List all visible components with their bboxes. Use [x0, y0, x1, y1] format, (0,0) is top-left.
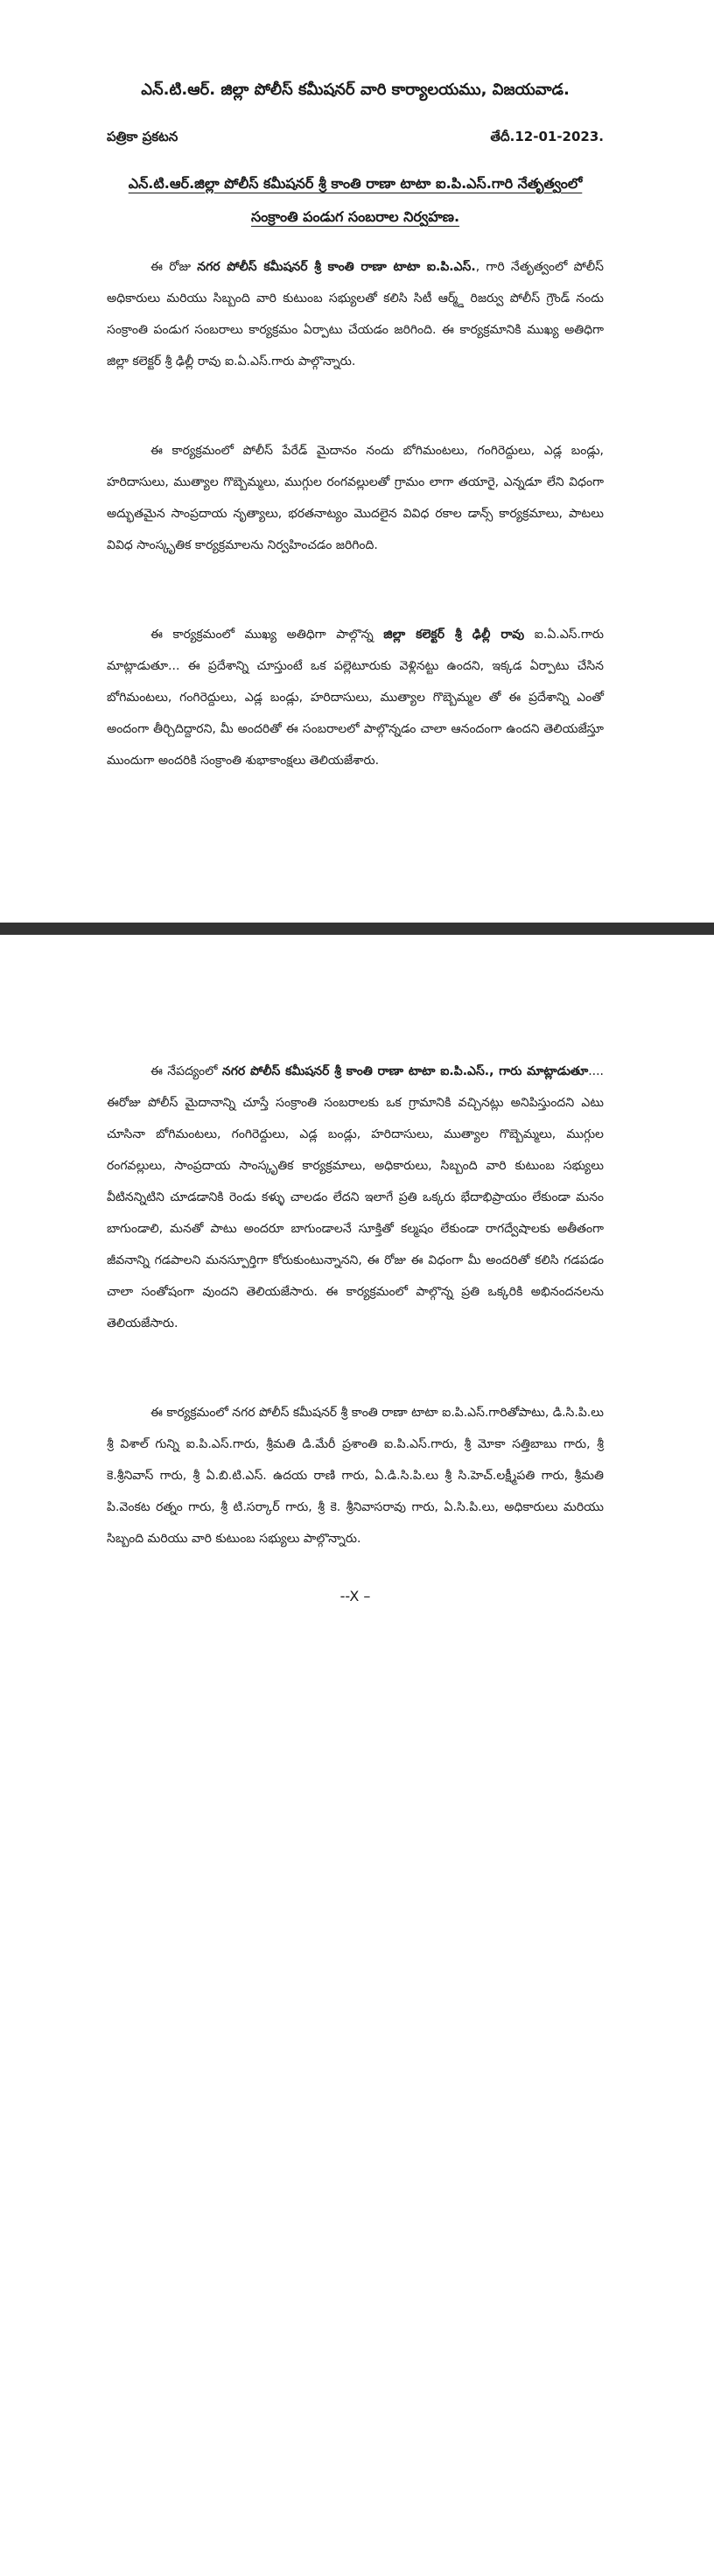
- headline-line-1: ఎన్.టి.ఆర్.జిల్లా పోలీస్ కమీషనర్ శ్రీ కాంతి రాణా టాటా ఐ.పి.ఎస్.గారి నేతృత్వంలో: [128, 175, 583, 192]
- page-two: [0, 935, 714, 2576]
- meta-row: [107, 129, 604, 148]
- paragraph-3-lead: ఈ కార్యక్రమంలో ముఖ్య అతిధిగా పాల్గొన్న: [150, 628, 384, 642]
- release-date: తేదీ.12-01-2023.: [490, 129, 604, 144]
- page-divider: [0, 923, 714, 935]
- paragraph-5: ఈ కార్యక్రమంలో నగర పోలీస్ కమీషనర్ శ్రీ కాంతి రాణా టాటా ఐ.పి.ఎస్.గారితోపాటు, డి.సి.పి.లు శ్రీ విశాల్ గున్ని ఐ.పి.ఎస్.గారు, శ్రీమతి డి.మేరీ ప్రశాంతి ఐ.పి.ఎస్.గారు, శ్రీ మోకా సత్తిబాబు గారు, శ్రీ కె.శ్రీనివాస్ గారు, శ్రీ ఏ.బి.టి.ఎస్. ఉదయ రాణి గారు, ఏ.డి.సి.పి.లు శ్రీ సి.హెచ్.లక్ష్మీపతి గారు, శ్రీమతి పి.వెంకట రత్నం గారు, శ్రీ టి.సర్కార్ గారు, శ్రీ కె. శ్రీనివాసరావు గారు, ఏ.సి.పి.లు, అధికారులు మరియు సిబ్బంది మరియు వారి కుటుంబ సభ్యులు పాల్గొన్నారు.: [107, 1406, 604, 1546]
- paragraph-3-collector: జిల్లా కలెక్టర్ శ్రీ ఢిల్లీ రావు: [383, 628, 525, 642]
- paragraph-1: [107, 251, 604, 377]
- paragraph-4: [107, 935, 604, 1339]
- paragraph-2: ఈ కార్యక్రమంలో పోలీస్ పేరేడ్ మైదానం నందు బోగిమంటలు, గంగిరెద్దులు, ఎడ్ల బండ్లు, హరిదాసులు, ముత్యాల గొబ్బెమ్మలు, ముగ్గుల రంగవల్లులతో గ్రామం లాగా తయారై, ఎన్నడూ లేని విధంగా అద్భుతమైన సాంప్రదాయ నృత్యాలు, భరతనాట్యం మొదలైన వివిధ రకాల డాన్స్ కార్యక్రమాలు, పాటలు వివిధ సాంస్కృతిక కార్యక్రమాలను నిర్వహించడం జరిగింది.: [107, 444, 604, 552]
- paragraph-4-commissioner: నగర పోలీస్ కమీషనర్ శ్రీ కాంతి రాణా టాటా ఐ.పి.ఎస్., గారు మాట్లాడుతూ: [221, 1064, 589, 1078]
- end-mark: --X –: [340, 1588, 371, 1604]
- headline-line-2: సంక్రాంతి పండుగ సంబరాల నిర్వహణ.: [250, 208, 460, 225]
- paragraph-3: [107, 619, 604, 776]
- paragraph-4-lead: ఈ నేపద్యంలో: [150, 1064, 222, 1078]
- paragraph-3-body: ఐ.ఏ.ఎస్.గారు మాట్లాడుతూ... ఈ ప్రదేశాన్ని చూస్తుంటే ఒక పల్లెటూరుకు వెళ్లినట్టు ఉందని, ఇక్కడ ఏర్పాటు చేసిన బోగిమంటలు, గంగిరెద్దులు, ఎడ్ల బండ్లు, హరిదాసులు, ముత్యాల గొబ్బెమ్మల తో ఈ ప్రదేశాన్ని ఎంతో అందంగా తీర్చిదిద్దారని, మీ అందరితో ఈ సంబరాలలో పాల్గొన్నడం చాలా ఆనందంగా ఉందని తెలియజేస్తూ ముందుగా అందరికి సంక్రాంతి శుభాకాంక్షలు తెలియజేశారు.: [107, 628, 604, 768]
- page-one: [0, 0, 714, 923]
- paragraph-1-commissioner: నగర పోలీస్ కమీషనర్ శ్రీ కాంతి రాణా టాటా ఐ.పి.ఎస్.: [197, 260, 476, 274]
- office-title: ఎన్.టి.ఆర్. జిల్లా పోలీస్ కమీషనర్ వారి కార్యాలయము, విజయవాడ.: [141, 81, 570, 99]
- paragraph-1-lead: ఈ రోజు: [150, 260, 198, 274]
- press-release-label: పత్రికా ప్రకటన: [107, 129, 178, 144]
- paragraph-1-body: , గారి నేతృత్వంలో పోలీస్ అధికారులు మరియు సిబ్బంది వారి కుటుంబ సభ్యులతో కలిసి సిటీ ఆర్మ్డ్ రిజర్వు పోలీస్ గ్రౌండ్ నందు సంక్రాంతి పండుగ సంబరాలు కార్యక్రమం ఏర్పాటు చేయడం జరిగింది. ఈ కార్యక్రమానికి ముఖ్య అతిధిగా జిల్లా కలెక్టర్ శ్రీ ఢిల్లీ రావు ఐ.ఏ.ఎస్.గారు పాల్గొన్నారు.: [107, 260, 604, 369]
- headline: [107, 167, 604, 234]
- paragraph-4-body: .... ఈరోజు పోలీస్ మైదానాన్ని చూస్తే సంక్రాంతి సంబరాలకు ఒక గ్రామానికి వచ్చినట్లు అనిపిస్తుందని ఎటు చూసినా బోగిమంటలు, గంగిరెద్దులు, ఎడ్ల బండ్లు, హరిదాసులు, ముత్యాల గొబ్బెమ్మలు, ముగ్గుల రంగవల్లులు, సాంప్రదాయ సాంస్కృతిక కార్యక్రమాలు, అధికారులు, సిబ్బంది వారి కుటుంబ సభ్యులు వీటినన్నిటిని చూడడానికి రెండు కళ్ళు చాలడం లేదని ఇలాగే ప్రతి ఒక్కరు భేదాభిప్రాయం లేకుండా మనం బాగుండాలి, మనతో పాటు అందరూ బాగుండాలనే సూక్తితో కల్మషం లేకుండా రాగద్వేషాలకు అతీతంగా జీవనాన్ని గడపాలని మనస్పూర్తిగా కోరుకుంటున్నానని, ఈ రోజు ఈ విధంగా మీ అందరితో కలిసి గడపడం చాలా సంతోషంగా వుందని తెలియజేసారు. ఈ కార్యక్రమంలో పాల్గొన్న ప్రతి ఒక్కరికి అభినందనలను తెలియజేసారు.: [107, 1064, 604, 1330]
